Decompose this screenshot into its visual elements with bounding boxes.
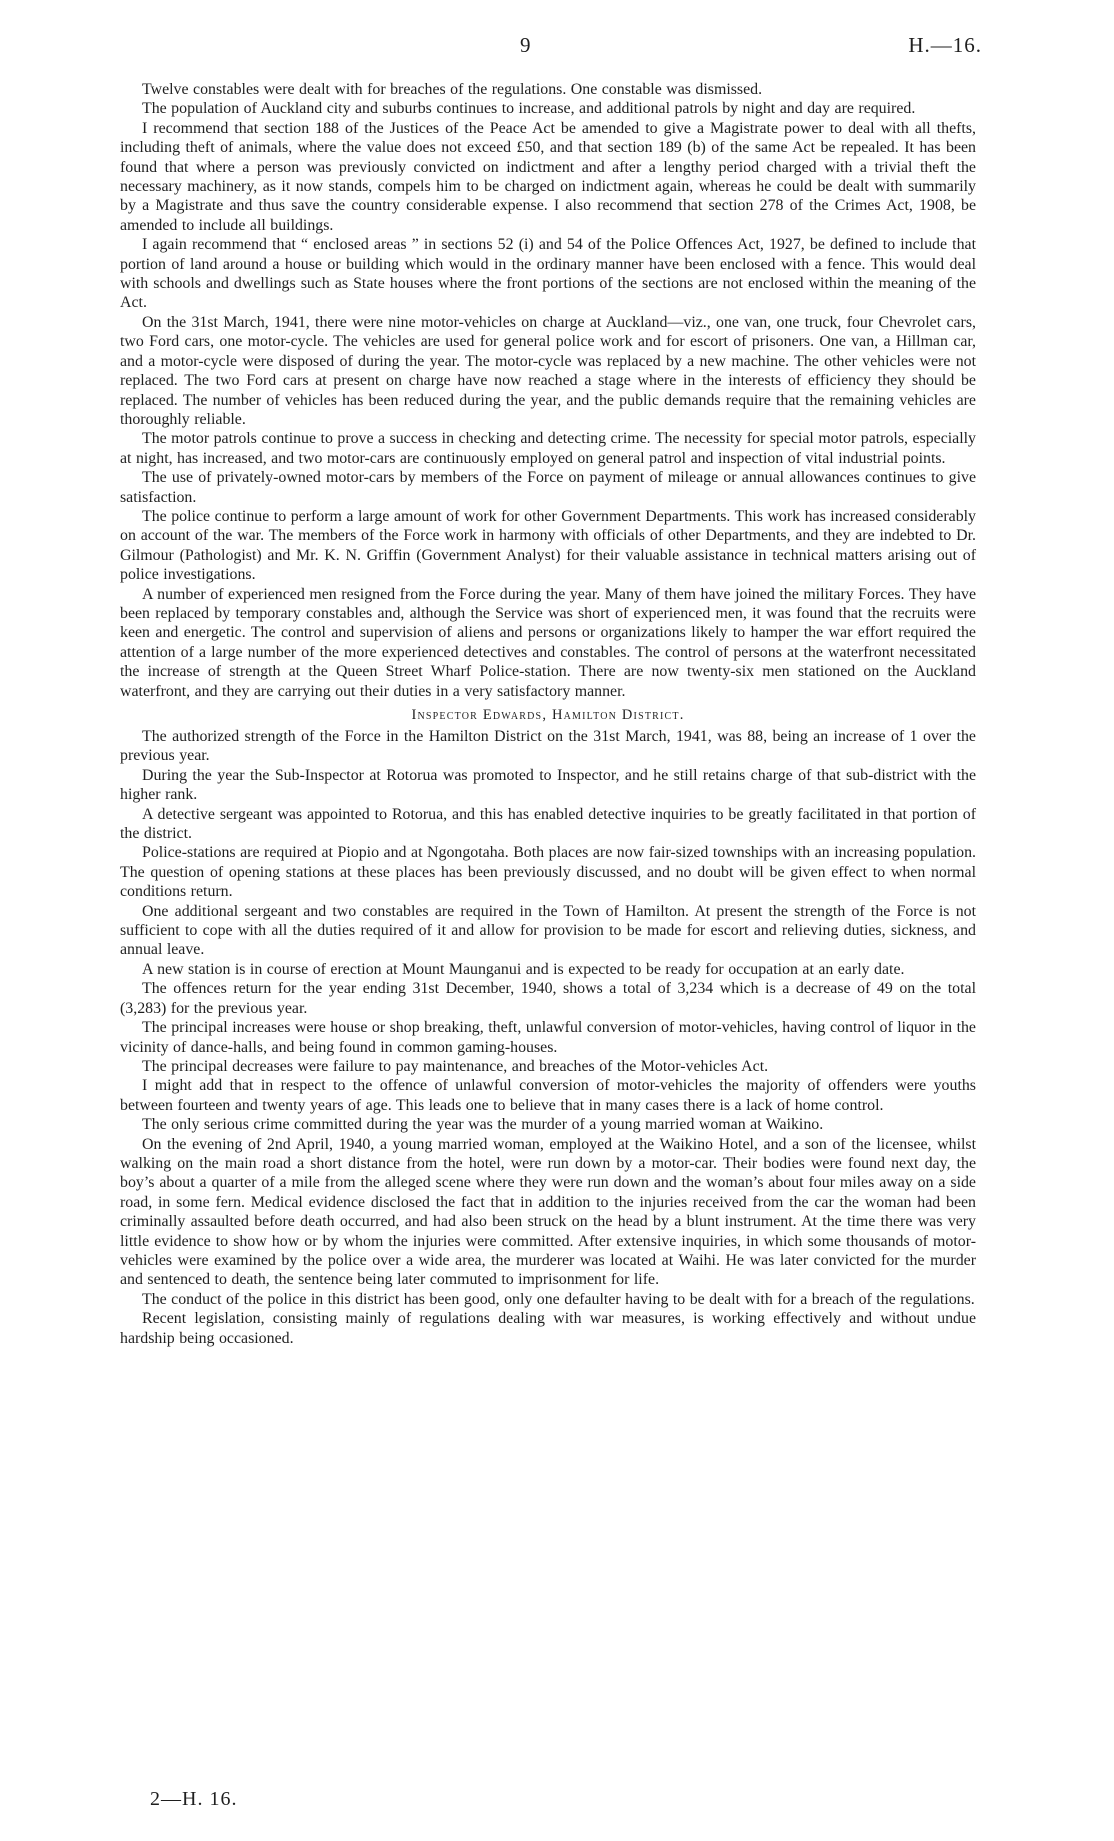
paragraph: The authorized strength of the Force in the Hamilton District on the 31st March, 1941, was 88, being an increase of 1 over the previous year. xyxy=(120,728,976,765)
paragraph: The principal decreases were failure to pay maintenance, and breaches of the Motor-vehicles Act. xyxy=(142,1057,769,1075)
paragraph: During the year the Sub-Inspector at Rotorua was promoted to Inspector, and he still retains charge of that sub-district with the higher rank. xyxy=(120,766,976,804)
document-code: H.—16. xyxy=(908,33,982,57)
paragraph: The police continue to perform a large amount of work for other Government Departments. This work has increased considerably on account of the war. The members of the Force work in harmony with officials of other Departments, and they are indebted to Dr. Gilmour (Pathologist) and Mr. K. N. Griffin (Government Analyst) for their valuable assistance in technical matters arising out of police investigations. xyxy=(120,507,976,584)
paragraph: The only serious crime committed during the year was the murder of a young married woman at Waikino. xyxy=(142,1116,824,1134)
section-heading: Inspector Edwards, Hamilton District. xyxy=(411,707,685,723)
document-body xyxy=(120,80,976,1348)
paragraph: One additional sergeant and two constables are required in the Town of Hamilton. At present the strength of the Force is not sufficient to cope with all the duties required of it and allow for provision to be made for escort and relieving duties, sickness, and annual leave. xyxy=(120,902,976,959)
paragraph: The population of Auckland city and suburbs continues to increase, and additional patrols by night and day are required. xyxy=(142,100,916,118)
page-number: 9 xyxy=(520,33,531,57)
paragraph: The use of privately-owned motor-cars by members of the Force on payment of mileage or annual allowances continues to give satisfaction. xyxy=(120,469,976,506)
paragraph: The motor patrols continue to prove a success in checking and detecting crime. The necessity for special motor patrols, especially at night, has increased, and two motor-cars are continuously employed on general patrol and inspection of vital industrial points. xyxy=(120,430,976,467)
paragraph: A number of experienced men resigned from the Force during the year. Many of them have joined the military Forces. They have been replaced by temporary constables and, although the Service was short of experienced men, it was found that the recruits were keen and energetic. The control and supervision of aliens and persons or organizations likely to hamper the war effort required the attention of a large number of the more experienced detectives and constables. The control of persons at the waterfront necessitated the increase of strength at the Queen Street Wharf Police-station. There are now twenty-six men stationed on the Auckland waterfront, and they are carrying out their duties in a very satisfactory manner. xyxy=(120,585,976,700)
paragraph: Twelve constables were dealt with for breaches of the regulations. One constable was dismissed. xyxy=(142,81,763,98)
paragraph: A detective sergeant was appointed to Rotorua, and this has enabled detective inquiries to be greatly facilitated in that portion of the district. xyxy=(120,805,976,843)
paragraph: Police-stations are required at Piopio and at Ngongotaha. Both places are now fair-sized townships with an increasing population. The question of opening stations at these places has been previously discussed, and no doubt will be given effect to when normal conditions return. xyxy=(120,844,976,901)
paragraph: On the evening of 2nd April, 1940, a young married woman, employed at the Waikino Hotel, and a son of the licensee, whilst walking on the main road a short distance from the hotel, were run down by a motor-car. Their bodies were found next day, the boy’s about a quarter of a mile from the alleged scene where they were run down and the woman’s about four miles away on a side road, in some fern. Medical evidence disclosed the fact that in addition to the injuries received from the car the woman had been criminally assaulted before death occurred, and had also been struck on the head by a blunt instrument. At the time there was very little evidence to show how or by whom the injuries were committed. After extensive inquiries, in which some thousands of motor-vehicles were examined by the police over a wide area, the murderer was located at Waihi. He was later convicted for the murder and sentenced to death, the sentence being later commuted to imprisonment for life. xyxy=(120,1135,976,1289)
paragraph: On the 31st March, 1941, there were nine motor-vehicles on charge at Auckland—viz., one van, one truck, four Chevrolet cars, two Ford cars, one motor-cycle. The vehicles are used for general police work and for escort of prisoners. One van, a Hillman car, and a motor-cycle were disposed of during the year. The motor-cycle was replaced by a new machine. The other vehicles were not replaced. The two Ford cars at present on charge have now reached a stage where in the interests of efficiency they should be replaced. The number of vehicles has been reduced during the year, and the public demands require that the remaining vehicles are thoroughly reliable. xyxy=(120,313,976,428)
paragraph: I again recommend that “ enclosed areas ” in sections 52 (i) and 54 of the Police Offences Act, 1927, be defined to include that portion of land around a house or building which would in the ordinary manner have been enclosed with a fence. This would deal with schools and dwellings such as State houses where the front portions of the sections are not enclosed within the meaning of the Act. xyxy=(120,236,976,312)
page-header xyxy=(0,33,1114,63)
paragraph: Recent legislation, consisting mainly of regulations dealing with war measures, is working effectively and without undue hardship being occasioned. xyxy=(120,1310,976,1347)
paragraph: I recommend that section 188 of the Justices of the Peace Act be amended to give a Magistrate power to deal with all thefts, including theft of animals, where the value does not exceed £50, and that section 189 (b) of the same Act be repealed. It has been found that where a person was previously convicted on indictment and after a lengthy period charged with a trivial theft the necessary machinery, as it now stands, compels him to be charged on indictment again, whereas he could be dealt with summarily by a Magistrate and thus save the country considerable expense. I also recommend that section 278 of the Crimes Act, 1908, be amended to include all buildings. xyxy=(120,119,976,234)
paragraph: The offences return for the year ending 31st December, 1940, shows a total of 3,234 which is a decrease of 49 on the total (3,283) for the previous year. xyxy=(120,980,976,1017)
signature-mark: 2—H. 16. xyxy=(150,1788,238,1810)
paragraph: The conduct of the police in this district has been good, only one defaulter having to be dealt with for a breach of the regulations. xyxy=(142,1290,975,1308)
paragraph: A new station is in course of erection at Mount Maunganui and is expected to be ready for occupation at an early date. xyxy=(142,960,905,978)
paragraph: I might add that in respect to the offence of unlawful conversion of motor-vehicles the majority of offenders were youths between fourteen and twenty years of age. This leads one to believe that in many cases there is a lack of home control. xyxy=(120,1077,976,1114)
paragraph: The principal increases were house or shop breaking, theft, unlawful conversion of motor-vehicles, having control of liquor in the vicinity of dance-halls, and being found in common gaming-houses. xyxy=(120,1019,976,1056)
